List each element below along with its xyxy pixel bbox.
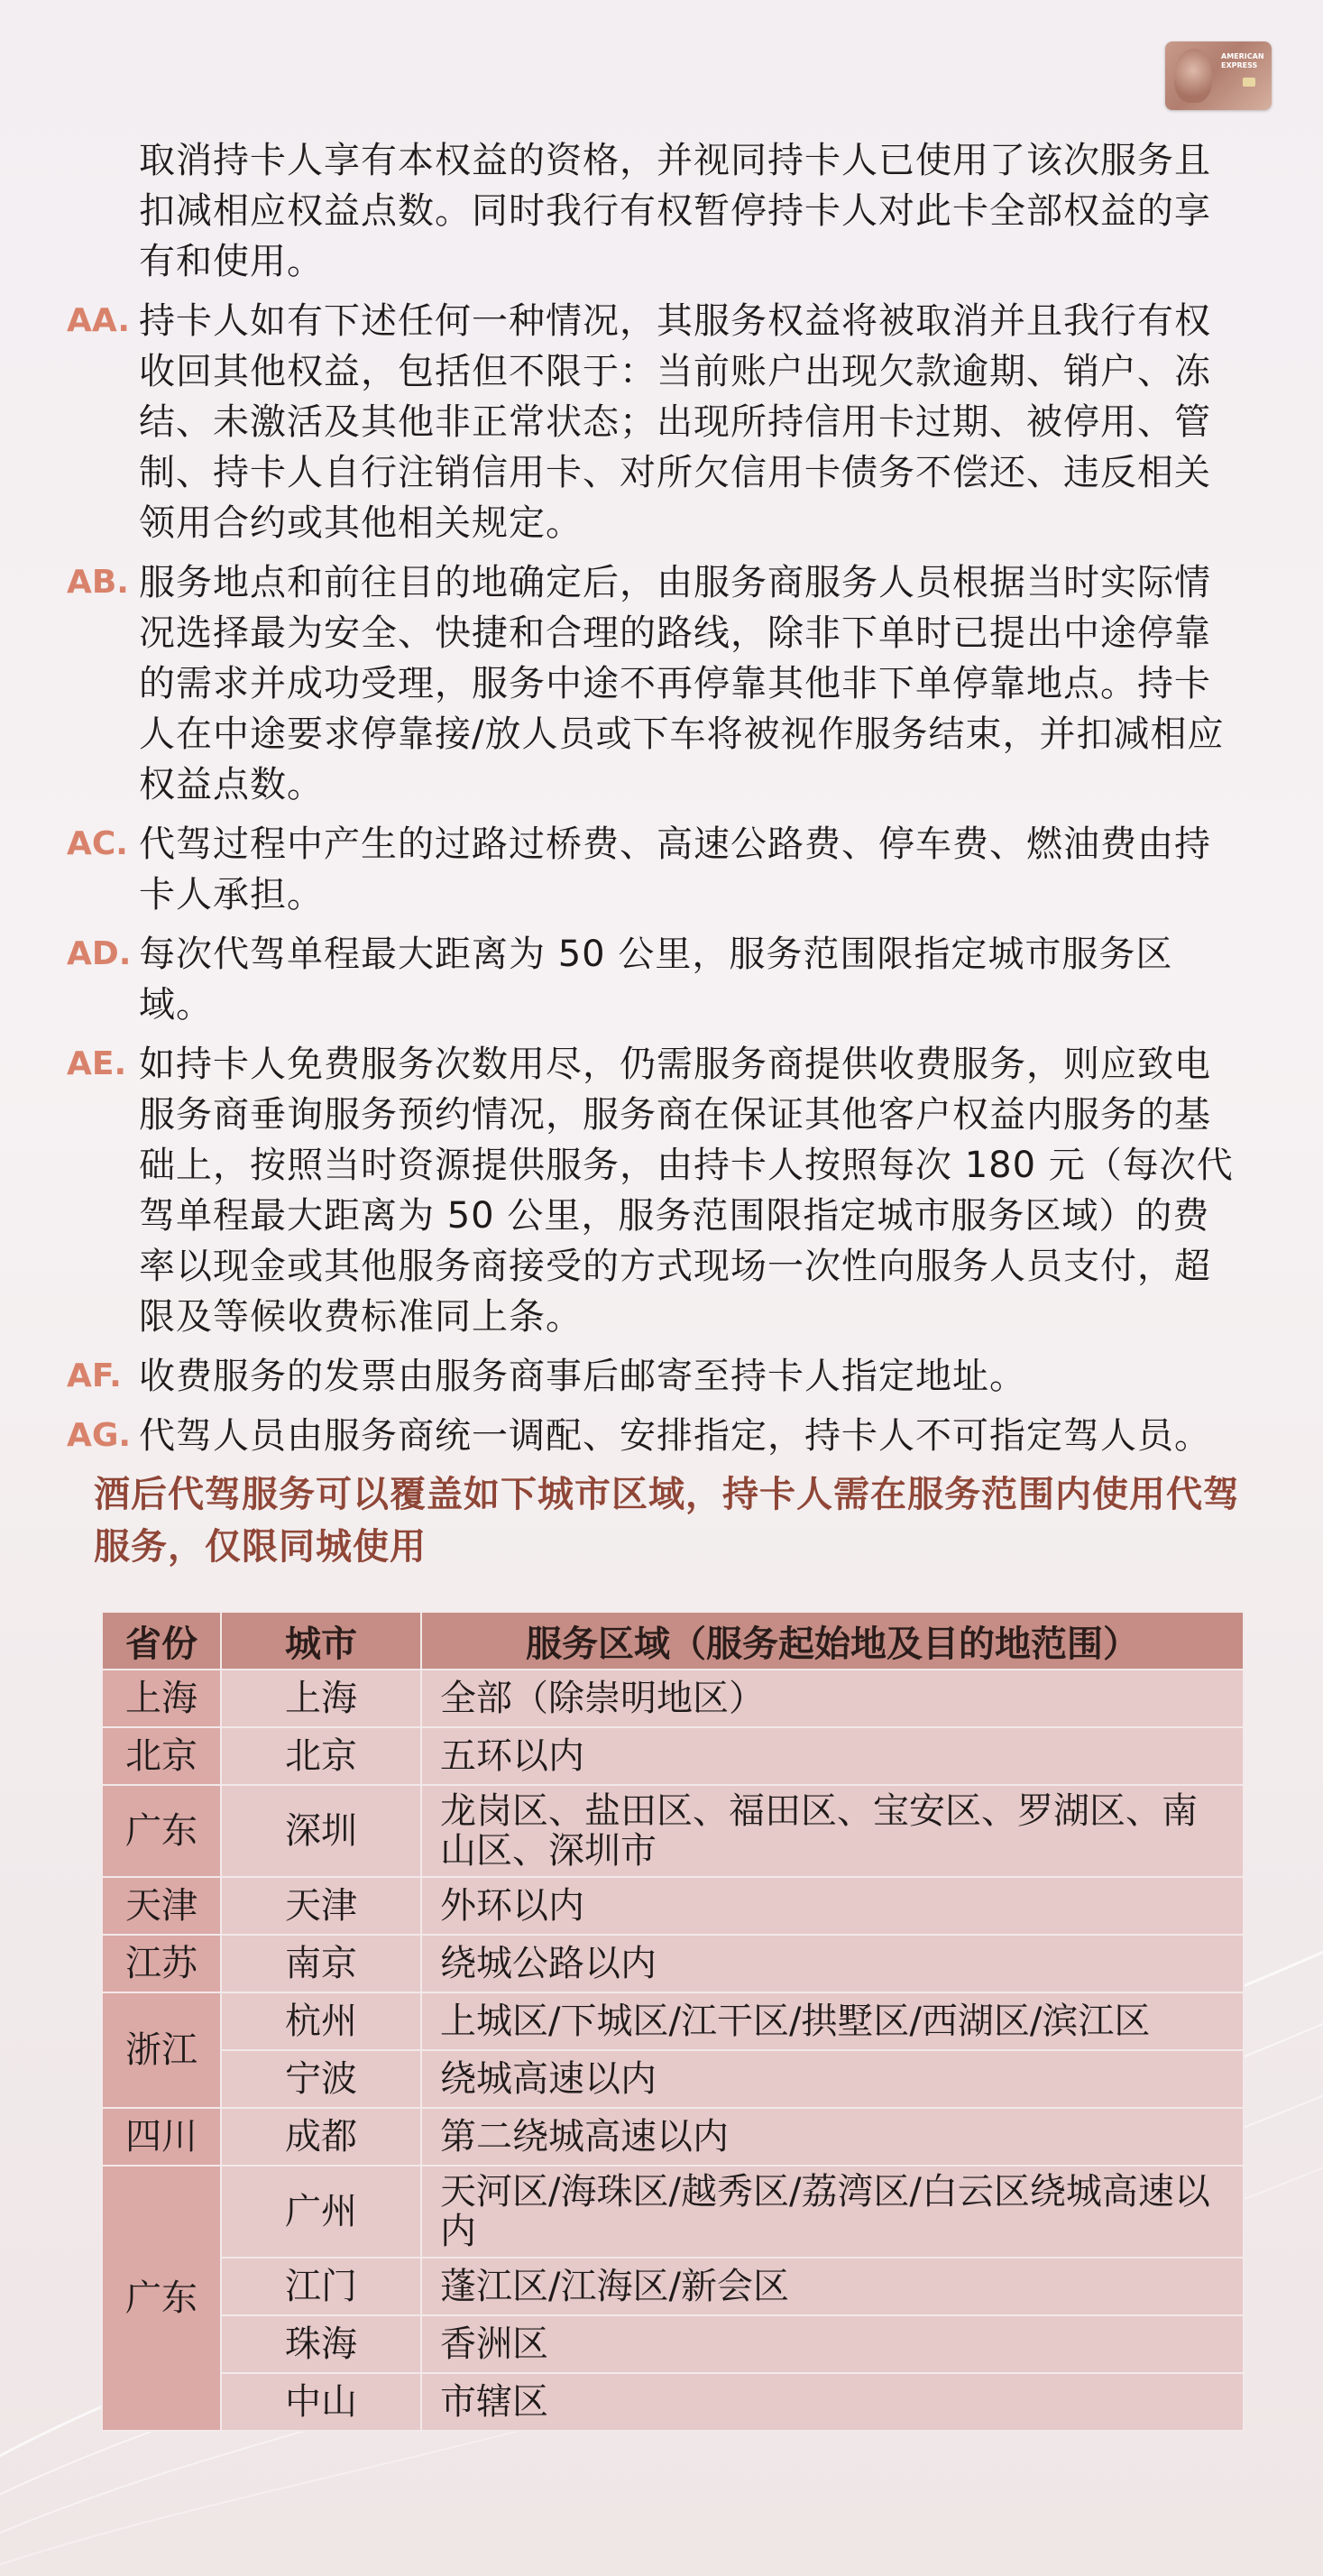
term-text: 服务地点和前往目的地确定后，由服务商服务人员根据当时实际情况选择最为安全、快捷和合理的路线，除非下单时已提出中途停靠的需求并成功受理，服务中途不再停靠其他非下单停靠地点。持卡人在中途要求停靠接/放人员或下车将被视作服务结束，并扣减相应权益点数。 (139, 562, 1225, 805)
city-cell: 深圳 (221, 1785, 421, 1877)
term-item (67, 1351, 1239, 1402)
term-text: 如持卡人免费服务次数用尽，仍需服务商提供收费服务，则应致电服务商垂询服务预约情况，服务商在保证其他客户权益内服务的基础上，按照当时资源提供服务，由持卡人按照每次 180 元（每次代驾单程最大距离为 50 公里，服务范围限指定城市服务区域）的费率以现金或其他服务商接受的方式现场一次性向服务人员支付，超限及等候收费标准同上条。 (139, 1044, 1234, 1338)
term-text: 每次代驾单程最大距离为 50 公里，服务范围限指定城市服务区域。 (139, 934, 1173, 1026)
table-row (102, 2108, 1244, 2166)
service-region-table (101, 1611, 1245, 2432)
area-cell: 绕城公路以内 (421, 1935, 1244, 1992)
city-cell: 上海 (221, 1670, 421, 1727)
term-item (67, 1039, 1239, 1342)
province-cell: 四川 (102, 2108, 221, 2166)
city-cell: 天津 (221, 1877, 421, 1935)
city-cell: 杭州 (221, 1992, 421, 2050)
term-marker: AD. (67, 935, 132, 972)
term-marker: AC. (67, 825, 128, 862)
city-cell: 南京 (221, 1935, 421, 1992)
term-text: 取消持卡人享有本权益的资格，并视同持卡人已使用了该次服务且扣减相应权益点数。同时我行有权暂停持卡人对此卡全部权益的享有和使用。 (139, 140, 1211, 282)
city-cell: 北京 (221, 1727, 421, 1785)
table-row (102, 2315, 1244, 2373)
area-cell: 市辖区 (421, 2373, 1244, 2431)
area-cell: 天河区/海珠区/越秀区/荔湾区/白云区绕城高速以内 (421, 2166, 1244, 2258)
area-cell: 全部（除崇明地区） (421, 1670, 1244, 1727)
credit-card-thumbnail (1165, 41, 1272, 110)
term-marker: AA. (67, 302, 131, 339)
province-cell: 江苏 (102, 1935, 221, 1992)
term-marker: AF. (67, 1357, 122, 1394)
term-item (67, 929, 1239, 1030)
city-cell: 广州 (221, 2166, 421, 2258)
term-text: 持卡人如有下述任何一种情况，其服务权益将被取消并且我行有权收回其他权益，包括但不限于：当前账户出现欠款逾期、销户、冻结、未激活及其他非正常状态；出现所持信用卡过期、被停用、管制、持卡人自行注销信用卡、对所欠信用卡债务不偿还、违反相关领用合约或其他相关规定。 (139, 300, 1211, 544)
table-row (102, 1877, 1244, 1935)
area-cell: 香洲区 (421, 2315, 1244, 2373)
area-cell: 绕城高速以内 (421, 2050, 1244, 2108)
city-cell: 宁波 (221, 2050, 421, 2108)
province-cell: 上海 (102, 1670, 221, 1727)
term-item (67, 557, 1239, 810)
table-row (102, 2166, 1244, 2258)
province-cell: 浙江 (102, 1992, 221, 2108)
city-cell: 珠海 (221, 2315, 421, 2373)
term-item (67, 1411, 1239, 1461)
table-row (102, 1670, 1244, 1727)
term-marker: AG. (67, 1417, 132, 1454)
term-text: 代驾人员由服务商统一调配、安排指定，持卡人不可指定驾人员。 (139, 1415, 1211, 1457)
terms-list (67, 135, 1239, 1470)
table-row (102, 1992, 1244, 2050)
province-cell: 广东 (102, 1785, 221, 1877)
area-cell: 蓬江区/江海区/新会区 (421, 2258, 1244, 2315)
area-cell: 上城区/下城区/江干区/拱墅区/西湖区/滨江区 (421, 1992, 1244, 2050)
term-item (67, 819, 1239, 920)
area-cell: 外环以内 (421, 1877, 1244, 1935)
table-header-row (102, 1612, 1244, 1670)
term-marker: AB. (67, 564, 129, 601)
table-row (102, 2050, 1244, 2108)
table-row (102, 2258, 1244, 2315)
card-chip-icon (1243, 78, 1255, 87)
table-row (102, 1727, 1244, 1785)
city-cell: 中山 (221, 2373, 421, 2431)
header-province: 省份 (102, 1612, 221, 1670)
province-cell: 北京 (102, 1727, 221, 1785)
card-brand-logo: AMERICAN EXPRESS (1221, 52, 1264, 69)
city-cell: 江门 (221, 2258, 421, 2315)
table-row (102, 1785, 1244, 1877)
province-cell: 广东 (102, 2166, 221, 2431)
term-marker: AE. (67, 1045, 127, 1082)
area-cell: 第二绕城高速以内 (421, 2108, 1244, 2166)
term-text: 代驾过程中产生的过路过桥费、高速公路费、停车费、燃油费由持卡人承担。 (139, 823, 1211, 915)
province-cell: 天津 (102, 1877, 221, 1935)
area-cell: 龙岗区、盐田区、福田区、宝安区、罗湖区、南山区、深圳市 (421, 1785, 1244, 1877)
city-cell: 成都 (221, 2108, 421, 2166)
table-row (102, 2373, 1244, 2431)
header-service-area: 服务区域（服务起始地及目的地范围） (421, 1612, 1244, 1670)
area-cell: 五环以内 (421, 1727, 1244, 1785)
term-item (67, 296, 1239, 548)
term-text: 收费服务的发票由服务商事后邮寄至持卡人指定地址。 (139, 1356, 1026, 1397)
table-row (102, 1935, 1244, 1992)
term-item (67, 135, 1239, 287)
centurion-portrait-icon (1174, 49, 1212, 103)
coverage-heading: 酒后代驾服务可以覆盖如下城市区域，持卡人需在服务范围内使用代驾服务，仅限同城使用 (94, 1474, 1240, 1568)
header-city: 城市 (221, 1612, 421, 1670)
